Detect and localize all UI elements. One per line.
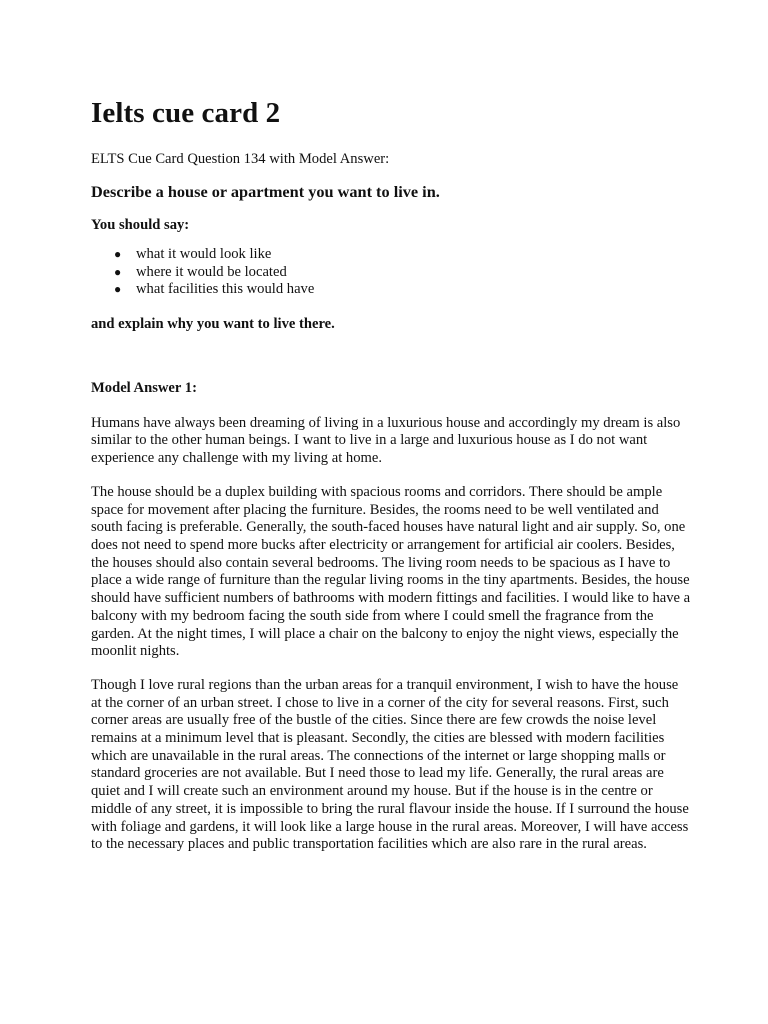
explain-line: and explain why you want to live there. bbox=[91, 315, 335, 332]
cue-point bbox=[114, 246, 691, 264]
bullet-icon: ● bbox=[114, 282, 122, 297]
cue-card-question: Describe a house or apartment you want to live in. bbox=[91, 182, 440, 201]
cue-point bbox=[114, 263, 691, 282]
bullet-icon: ● bbox=[114, 247, 122, 261]
answer-paragraph: Humans have always been dreaming of living in a luxurious house and accordingly my dream is also similar to the other human beings. I want to live in a large and luxurious house as I do not want experience any challenge with my living at home. bbox=[91, 414, 681, 467]
bullet-icon: ● bbox=[114, 264, 122, 279]
cue-point-text: what it would look like bbox=[136, 246, 272, 262]
should-say-heading: You should say: bbox=[91, 217, 190, 233]
cue-point bbox=[114, 281, 691, 299]
cue-points-list bbox=[91, 246, 691, 299]
intro-line: ELTS Cue Card Question 134 with Model Answer: bbox=[91, 151, 390, 167]
document-page bbox=[91, 96, 691, 854]
cue-point-text: what facilities this would have bbox=[136, 281, 315, 298]
cue-point-text: where it would be located bbox=[136, 263, 287, 280]
answer-paragraph: The house should be a duplex building with spacious rooms and corridors. There should be ample space for movement after placing the furniture. Besides, the rooms need to be well ventilated and south facing is preferable. Generally, the south-faced houses have natural light and air supply. So, one does not need to spend more bucks after electricity or arrangement for artificial air coolers. Besides, the houses should also contain several bedrooms. The living room needs to be spacious as I have to place a wide range of furniture than the regular living rooms in the tiny apartments. Besides, the house should have sufficient numbers of bathrooms with modern fittings and facilities. I would like to have a balcony with my bedroom facing the south side from where I could smell the fragrance from the garden. At the night times, I will place a chair on the balcony to enjoy the night views, especially the moonlit nights. bbox=[91, 483, 691, 660]
document-title: Ielts cue card 2 bbox=[91, 97, 281, 129]
model-answer-heading: Model Answer 1: bbox=[91, 379, 197, 396]
answer-paragraph: Though I love rural regions than the urban areas for a tranquil environment, I wish to have the house at the corner of an urban street. I chose to live in a corner of the city for several reasons. First, such corner areas are usually free of the bustle of the cities. Since there are few crowds the noise level remains at a minimum level that is pleasant. Secondly, the cities are blessed with modern facilities which are unavailable in the rural areas. The connections of the internet or large shopping malls or standard groceries are not available. But I need those to lead my life. Generally, the rural areas are quiet and I will create such an environment around my house. But if the house is in the centre or middle of any street, it is impossible to bring the rural flavour inside the house. If I surround the house with foliage and gardens, it will look like a large house in the rural areas. Moreover, I will have access to the necessary places and public transportation facilities which are also rare in the rural areas. bbox=[91, 676, 689, 853]
